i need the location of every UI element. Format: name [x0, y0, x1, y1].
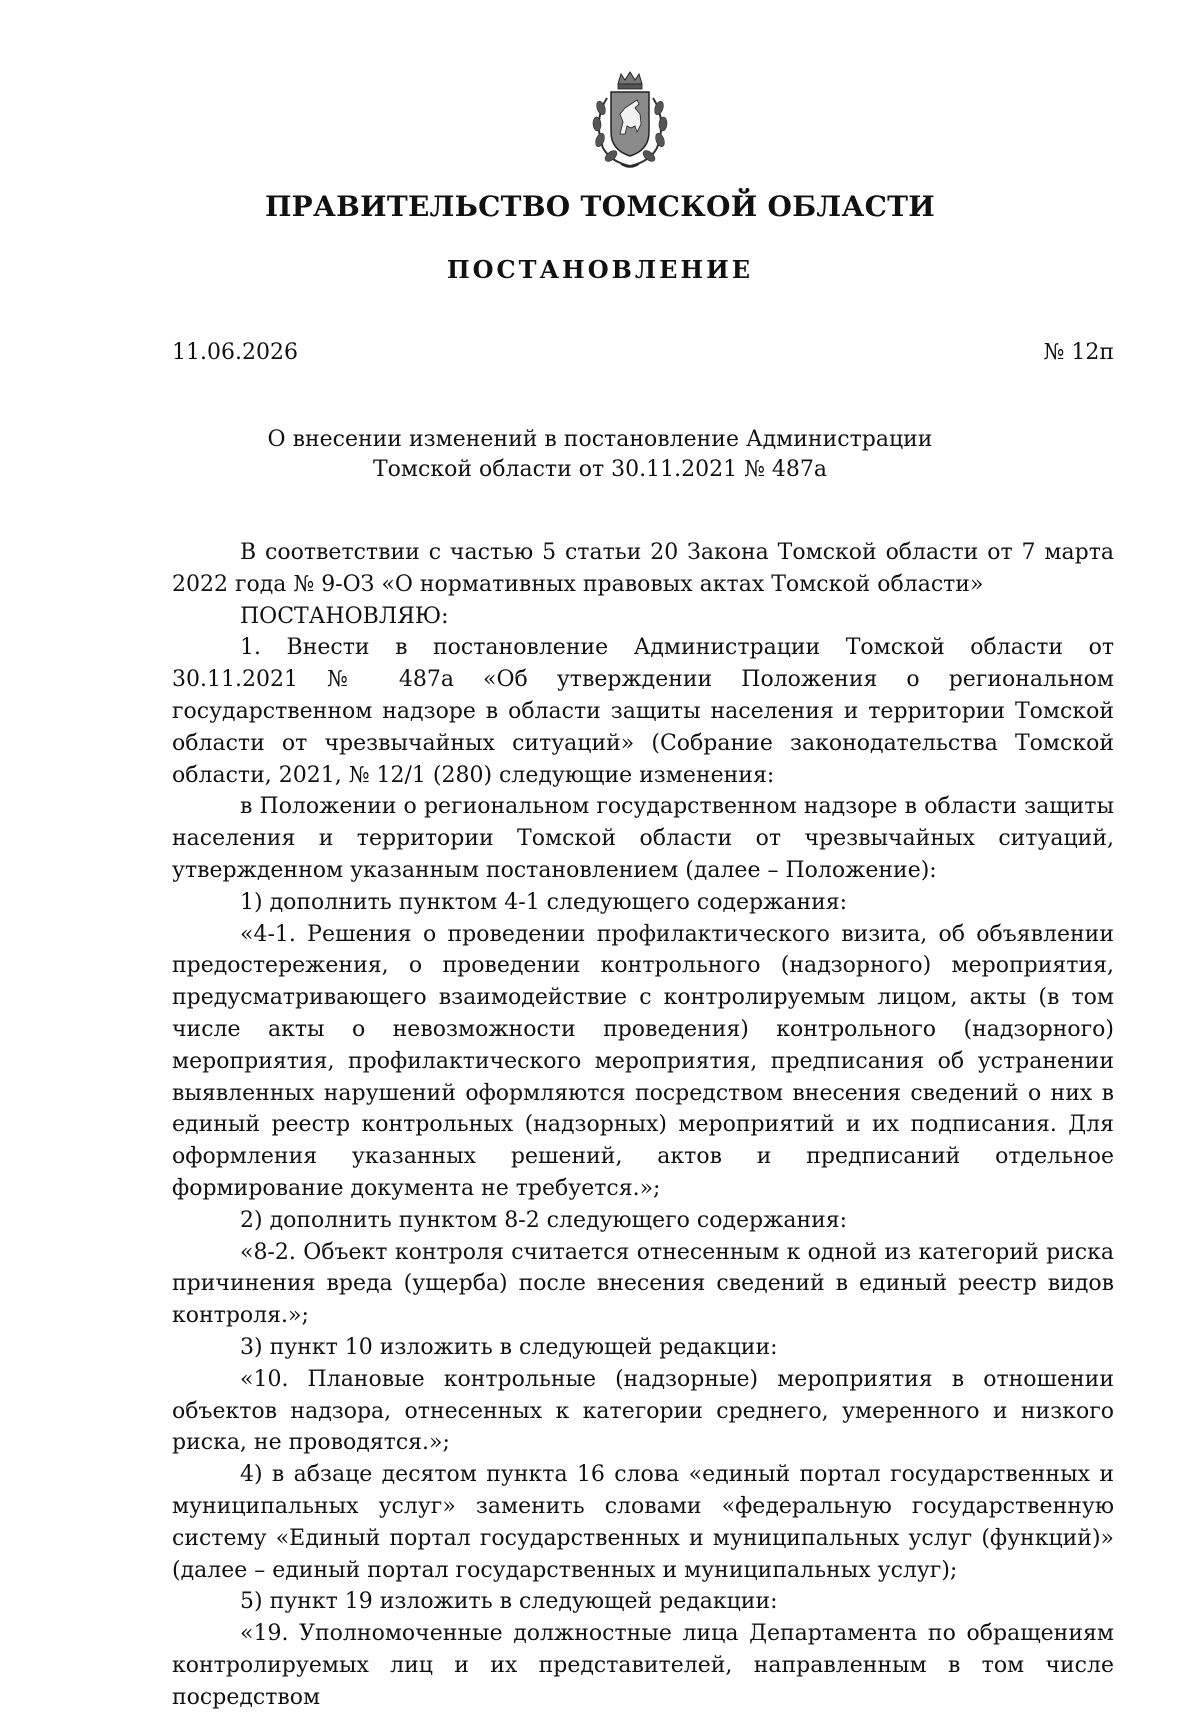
body-paragraph: ПОСТАНОВЛЯЮ:: [240, 603, 449, 629]
body-paragraph: «4-1. Решения о проведении профилактического визита, об объявлении предостережения, о проведении контрольного (надзорного) мероприятия, предусматривающего взаимодействие с контролируемым лицом, акты (в том числе акты о невозможности проведения) контрольного (надзорного) мероприятия, профилактического мероприятия, предписания об устранении выявленных нарушений оформляются посредством внесения сведений о них в единый реестр контрольных (надзорных) мероприятий и их подписания. Для оформления указанных решений, актов и предписаний отдельное формирование документа не требуется.»;: [172, 921, 1114, 1201]
body-paragraph: 1) дополнить пунктом 4-1 следующего содержания:: [240, 889, 848, 915]
body-paragraph: 2) дополнить пунктом 8-2 следующего содержания:: [240, 1207, 848, 1233]
body-paragraph: «10. Плановые контрольные (надзорные) мероприятия в отношении объектов надзора, отнесенных к категории среднего, умеренного и низкого риска, не проводятся.»;: [172, 1366, 1114, 1456]
subject-line: Томской области от 30.11.2021 № 487а: [372, 457, 828, 482]
body-paragraph: «19. Уполномоченные должностные лица Департамента по обращениям контролируемых лиц и их представителей, направленным в том числе посредством: [172, 1621, 1114, 1710]
body-paragraph: В соответствии с частью 5 статьи 20 Закона Томской области от 7 марта 2022 года № 9-ОЗ «О нормативных правовых актах Томской области»: [172, 540, 1114, 597]
subject-line: О внесении изменений в постановление Администрации: [267, 427, 933, 452]
coat-of-arms-icon: [585, 70, 675, 172]
body-paragraph: 1. Внести в постановление Администрации Томской области от 30.11.2021 № 487а «Об утверждении Положения о региональном государственном надзоре в области защиты населения и территории Томской области от чрезвычайных ситуаций» (Собрание законодательства Томской области, 2021, № 12/1 (280) следующие изменения:: [172, 635, 1114, 788]
body-paragraph: в Положении о региональном государственном надзоре в области защиты населения и территории Томской области от чрезвычайных ситуаций, утвержденном указанным постановлением (далее – Положение):: [172, 794, 1114, 883]
document-subject: [150, 425, 1050, 485]
body-paragraph: 4) в абзаце десятом пункта 16 слова «единый портал государственных и муниципальных услуг» заменить словами «федеральную государственную систему «Единый портал государственных и муниципальных услуг (функций)» (далее – единый портал государственных и муниципальных услуг);: [172, 1462, 1114, 1583]
organization-title: ПРАВИТЕЛЬСТВО ТОМСКОЙ ОБЛАСТИ: [264, 190, 936, 223]
document-date: 11.06.2026: [172, 340, 298, 365]
document-number: № 12п: [1043, 340, 1114, 365]
body-paragraph: 3) пункт 10 изложить в следующей редакции:: [240, 1334, 778, 1360]
body-paragraph: «8-2. Объект контроля считается отнесенным к одной из категорий риска причинения вреда (ущерба) после внесения сведений в единый реестр видов контроля.»;: [172, 1239, 1114, 1329]
body-paragraph: 5) пункт 19 изложить в следующей редакции:: [240, 1589, 778, 1615]
document-body: [172, 537, 1114, 1713]
document-type-title: ПОСТАНОВЛЕНИЕ: [446, 255, 754, 284]
